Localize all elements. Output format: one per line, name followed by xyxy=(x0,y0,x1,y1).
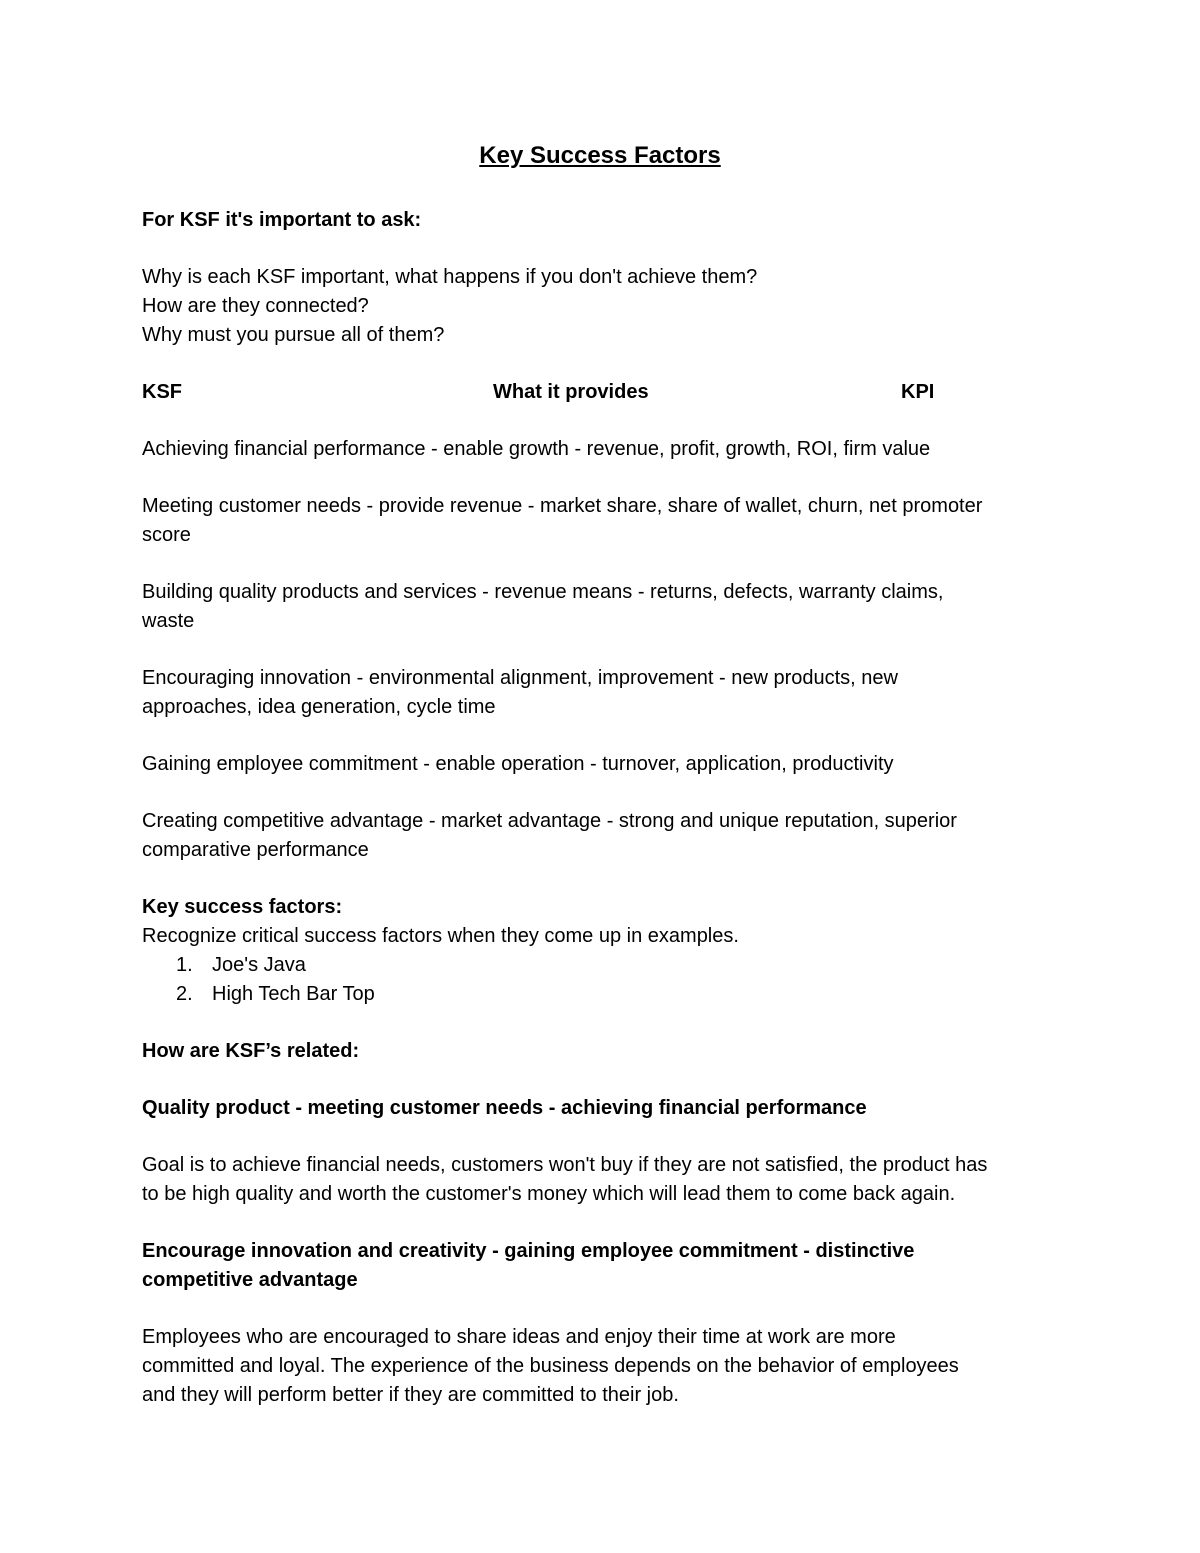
ksf-row: Encouraging innovation - environmental alignment, improvement - new products, new xyxy=(142,667,898,689)
list-item-number: 1. xyxy=(176,954,193,976)
related-heading: How are KSF’s related: xyxy=(142,1040,360,1062)
spacer xyxy=(142,1066,1062,1094)
ksf-row: Creating competitive advantage - market advantage - strong and unique reputation, superior xyxy=(142,810,957,832)
ksf-row-continued: approaches, idea generation, cycle time xyxy=(142,696,496,718)
spacer xyxy=(142,636,1062,664)
list-item-number: 2. xyxy=(176,983,193,1005)
spacer xyxy=(142,1123,1062,1151)
relation-paragraph: and they will perform better if they are committed to their job. xyxy=(142,1384,679,1406)
ksf-row: Meeting customer needs - provide revenue - market share, share of wallet, churn, net promoter xyxy=(142,495,983,517)
header-kpi: KPI xyxy=(901,381,935,403)
spacer xyxy=(142,1295,1062,1323)
intro-heading: For KSF it's important to ask: xyxy=(142,209,422,231)
ksf-row: Building quality products and services - revenue means - returns, defects, warranty claims, xyxy=(142,581,944,603)
spacer xyxy=(142,722,1062,750)
spacer xyxy=(142,1009,1062,1037)
relation-paragraph: Goal is to achieve financial needs, customers won't buy if they are not satisfied, the product has xyxy=(142,1154,988,1176)
spacer xyxy=(142,779,1062,807)
relation-chain: Quality product - meeting customer needs - achieving financial performance xyxy=(142,1097,867,1119)
spacer xyxy=(142,1209,1062,1237)
spacer xyxy=(142,550,1062,578)
spacer xyxy=(142,407,1062,435)
list-item-label: High Tech Bar Top xyxy=(212,983,375,1005)
example-list xyxy=(142,951,1062,1009)
relation-paragraph: committed and loyal. The experience of the business depends on the behavior of employees xyxy=(142,1355,959,1377)
list-item xyxy=(142,951,1062,980)
page-title: Key Success Factors xyxy=(479,142,721,169)
table-header xyxy=(142,378,1062,407)
ksf-row: Gaining employee commitment - enable operation - turnover, application, productivity xyxy=(142,753,894,775)
document-content xyxy=(142,140,1062,1410)
ksf-row-continued: score xyxy=(142,524,191,546)
ksf-row: Achieving financial performance - enable growth - revenue, profit, growth, ROI, firm value xyxy=(142,438,931,460)
header-ksf: KSF xyxy=(142,381,182,403)
intro-question: Why is each KSF important, what happens if you don't achieve them? xyxy=(142,266,758,288)
intro-question: Why must you pursue all of them? xyxy=(142,324,445,346)
ksf-row-continued: waste xyxy=(142,610,195,632)
intro-question: How are they connected? xyxy=(142,295,369,317)
ksf-row-continued: comparative performance xyxy=(142,839,369,861)
relation-chain: Encourage innovation and creativity - gaining employee commitment - distinctive xyxy=(142,1240,915,1262)
header-what-it-provides: What it provides xyxy=(493,381,649,403)
relation-paragraph: to be high quality and worth the customer's money which will lead them to come back again. xyxy=(142,1183,956,1205)
ksf-section-heading: Key success factors: xyxy=(142,896,343,918)
spacer xyxy=(142,865,1062,893)
spacer xyxy=(142,464,1062,492)
list-item-label: Joe's Java xyxy=(212,954,306,976)
relation-paragraph: Employees who are encouraged to share ideas and enjoy their time at work are more xyxy=(142,1326,896,1348)
relation-chain: competitive advantage xyxy=(142,1269,358,1291)
list-item xyxy=(142,980,1062,1009)
ksf-section-text: Recognize critical success factors when they come up in examples. xyxy=(142,925,739,947)
spacer xyxy=(142,235,1062,263)
spacer xyxy=(142,350,1062,378)
